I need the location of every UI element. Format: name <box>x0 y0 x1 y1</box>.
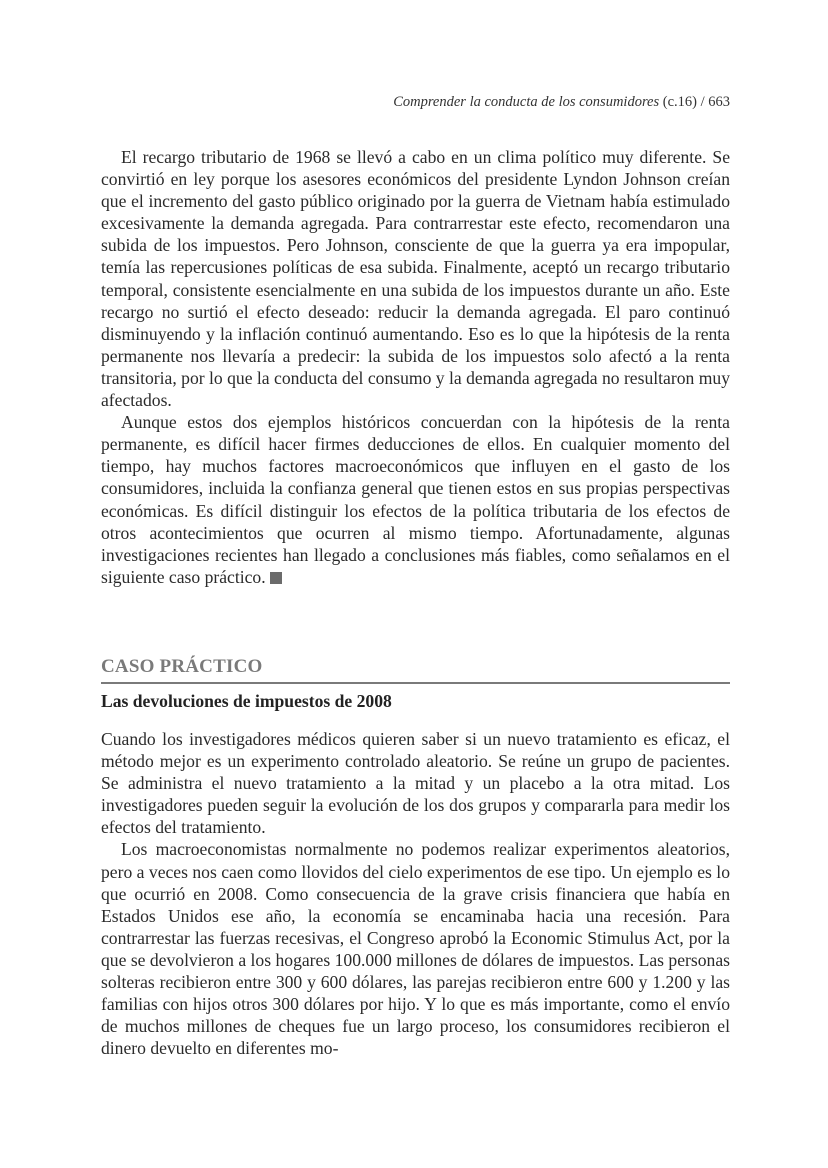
paragraph: El recargo tributario de 1968 se llevó a cabo en un clima político muy diferente. Se convirtió en ley porque los asesores económicos del presidente Lyndon Johnson creían que el incremento del gasto público originado por la guerra de Vietnam había estimulado excesivamente la demanda agregada. Para contrarrestar este efecto, recomendaron una subida de los impuestos. Pero Johnson, consciente de que la guerra ya era impopular, temía las repercusiones políticas de esa subida. Finalmente, aceptó un recargo tributario temporal, consistente esencialmente en una subida de los impuestos durante un año. Este recargo no surtió el efecto deseado: reducir la demanda agregada. El paro continuó disminuyendo y la inflación continuó aumentando. Eso es lo que la hipótesis de la renta permanente nos llevaría a predecir: la subida de los impuestos solo afectó a la renta transitoria, por lo que la conducta del consumo y la demanda agregada no resultaron muy afectados. <box>101 147 730 411</box>
paragraph: Cuando los investigadores médicos quieren saber si un nuevo tratamiento es eficaz, el método mejor es un experimento controlado aleatorio. Se reúne un grupo de pacientes. Se administra el nuevo tratamiento a la mitad y un placebo a la otra mitad. Los investigadores pueden seguir la evolución de los dos grupos y compararla para medir los efectos del tratamiento. <box>101 729 730 838</box>
paragraph-text: Aunque estos dos ejemplos históricos concuerdan con la hipótesis de la renta permanente, es difícil hacer firmes deducciones de ellos. En cualquier momento del tiempo, hay muchos factores macroeconómicos que influyen en el gasto de los consumidores, incluida la confianza general que tienen estos en sus propias perspectivas económicas. Es difícil distinguir los efectos de la política tributaria de los efectos de otros acontecimientos que ocurren al mismo tiempo. Afortunadamente, algunas investigaciones recientes han llegado a conclusiones más fiables, como señalamos en el siguiente caso práctico. <box>101 412 730 587</box>
paragraph <box>101 411 730 588</box>
divider <box>101 682 730 684</box>
running-header <box>393 94 730 111</box>
chapter-ref: (c.16) <box>662 94 697 110</box>
case-study-header <box>101 656 730 712</box>
header-separator: / <box>700 94 705 110</box>
running-title: Comprender la conducta de los consumidores <box>393 94 660 110</box>
paragraph: Los macroeconomistas normalmente no podemos realizar experimentos aleatorios, pero a veces nos caen como llovidos del cielo experimentos de ese tipo. Un ejemplo es lo que ocurrió en 2008. Como consecuencia de la grave crisis financiera que había en Estados Unidos ese año, la economía se encaminaba hacia una recesión. Para contrarrestar las fuerzas recesivas, el Congreso aprobó la Economic Stimulus Act, por la que se devolvieron a los hogares 100.000 millones de dólares de impuestos. Las personas solteras recibieron entre 300 y 600 dólares, las parejas recibieron entre 600 y 1.200 y las familias con hijos otros 300 dólares por hijo. Y lo que es más importante, como el envío de muchos millones de cheques fue un largo proceso, los consumidores recibieron el dinero devuelto en diferentes mo- <box>101 839 730 1059</box>
case-study-title: Las devoluciones de impuestos de 2008 <box>101 691 392 711</box>
case-study-text <box>101 728 730 1059</box>
page-number: 663 <box>708 94 730 110</box>
case-study-label: CASO PRÁCTICO <box>101 656 263 677</box>
body-text <box>101 146 730 588</box>
end-of-section-icon <box>270 572 282 584</box>
